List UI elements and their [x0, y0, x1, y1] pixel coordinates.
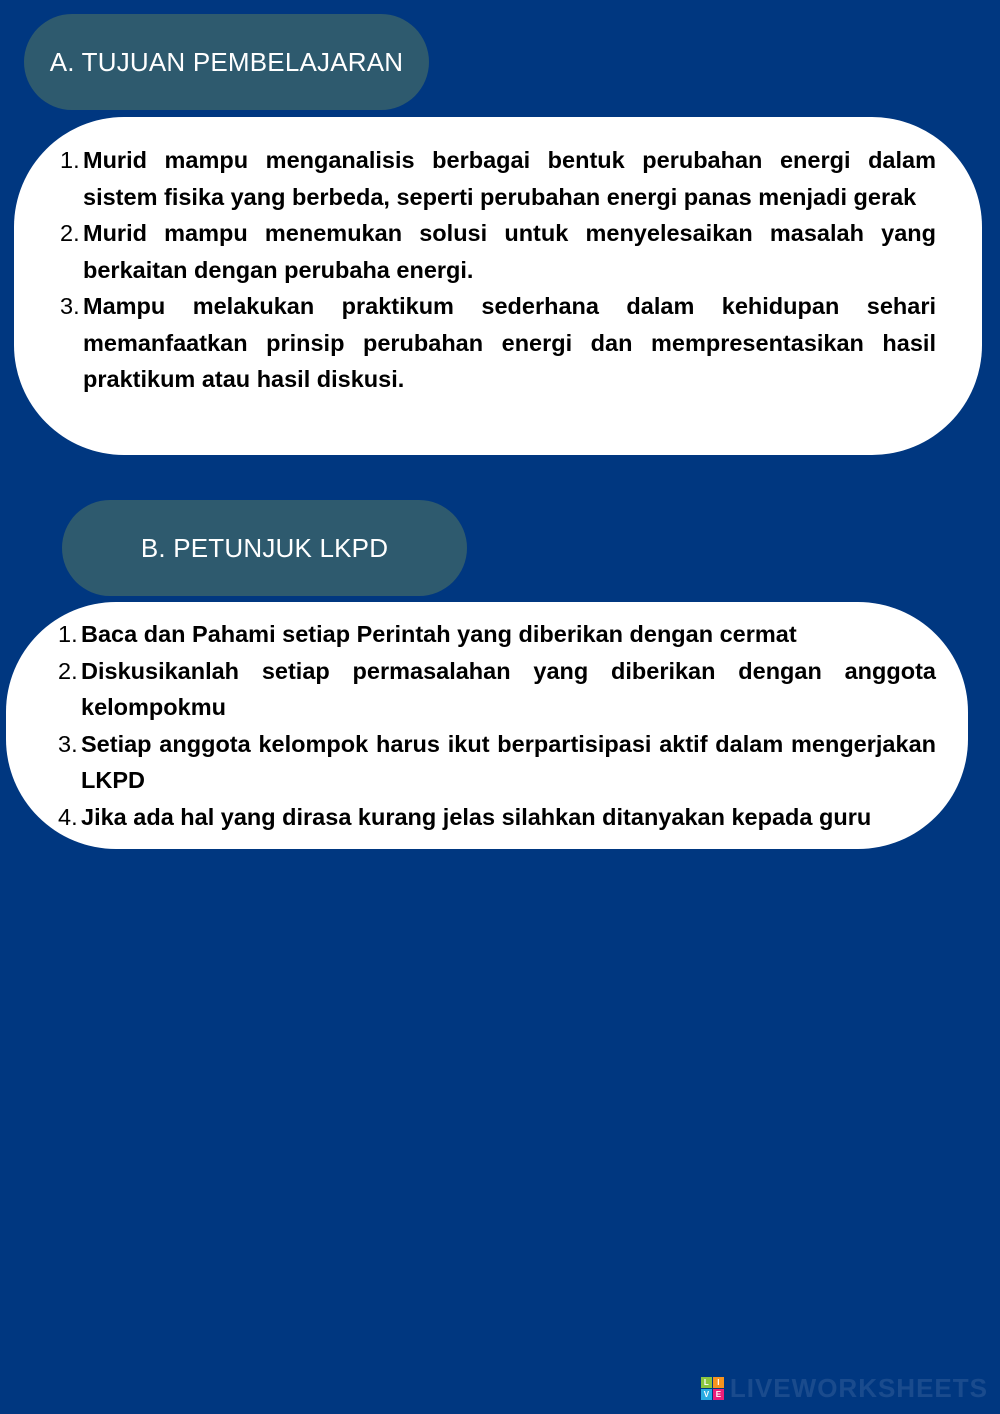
- list-item: [60, 142, 936, 215]
- watermark-text: LIVEWORKSHEETS: [729, 1373, 988, 1403]
- list-item-text: Mampu melakukan praktikum sederhana dalam kehidupan sehari memanfaatkan prinsip perubahan energi dan mempresentasikan hasil praktikum atau hasil diskusi.: [83, 293, 936, 392]
- list-item-text: Baca dan Pahami setiap Perintah yang diberikan dengan cermat: [81, 621, 797, 647]
- list-item: [58, 799, 936, 836]
- list-item-number: 2.: [60, 220, 80, 246]
- list-item: [58, 616, 936, 653]
- worksheet-instructions-card: [6, 602, 968, 849]
- list-item-number: 4.: [58, 803, 78, 830]
- learning-objectives-list: [60, 142, 936, 398]
- liveworksheets-watermark: [701, 1373, 988, 1404]
- list-item-number: 1.: [58, 621, 78, 647]
- list-item-text: Murid mampu menemukan solusi untuk menyelesaikan masalah yang berkaitan dengan perubaha energi.: [83, 220, 936, 283]
- section-b-title: [62, 500, 467, 596]
- list-item-number: 3.: [60, 293, 80, 319]
- logo-cell: V: [701, 1389, 712, 1400]
- list-item: [60, 288, 936, 398]
- list-item-number: 2.: [58, 657, 78, 684]
- list-item: [60, 215, 936, 288]
- worksheet-instructions-list: [58, 616, 936, 835]
- section-a-title-text: A. TUJUAN PEMBELAJARAN: [49, 46, 404, 77]
- liveworksheets-logo-icon: [701, 1377, 724, 1400]
- learning-objectives-card: [14, 117, 982, 455]
- logo-cell: E: [713, 1389, 724, 1400]
- list-item-text: Diskusikanlah setiap permasalahan yang diberikan dengan anggota kelompokmu: [81, 657, 936, 720]
- list-item-text: Setiap anggota kelompok harus ikut berpartisipasi aktif dalam mengerjakan LKPD: [81, 730, 936, 793]
- list-item-number: 1.: [60, 147, 80, 173]
- list-item-text: Jika ada hal yang dirasa kurang jelas silahkan ditanyakan kepada guru: [81, 803, 872, 830]
- logo-cell: I: [713, 1377, 724, 1388]
- list-item: [58, 726, 936, 799]
- list-item-number: 3.: [58, 730, 78, 757]
- logo-cell: L: [701, 1377, 712, 1388]
- section-a-title: [24, 14, 429, 110]
- list-item: [58, 653, 936, 726]
- section-b-title-text: B. PETUNJUK LKPD: [140, 532, 389, 563]
- list-item-text: Murid mampu menganalisis berbagai bentuk perubahan energi dalam sistem fisika yang berbeda, seperti perubahan energi panas menjadi gerak: [83, 147, 936, 210]
